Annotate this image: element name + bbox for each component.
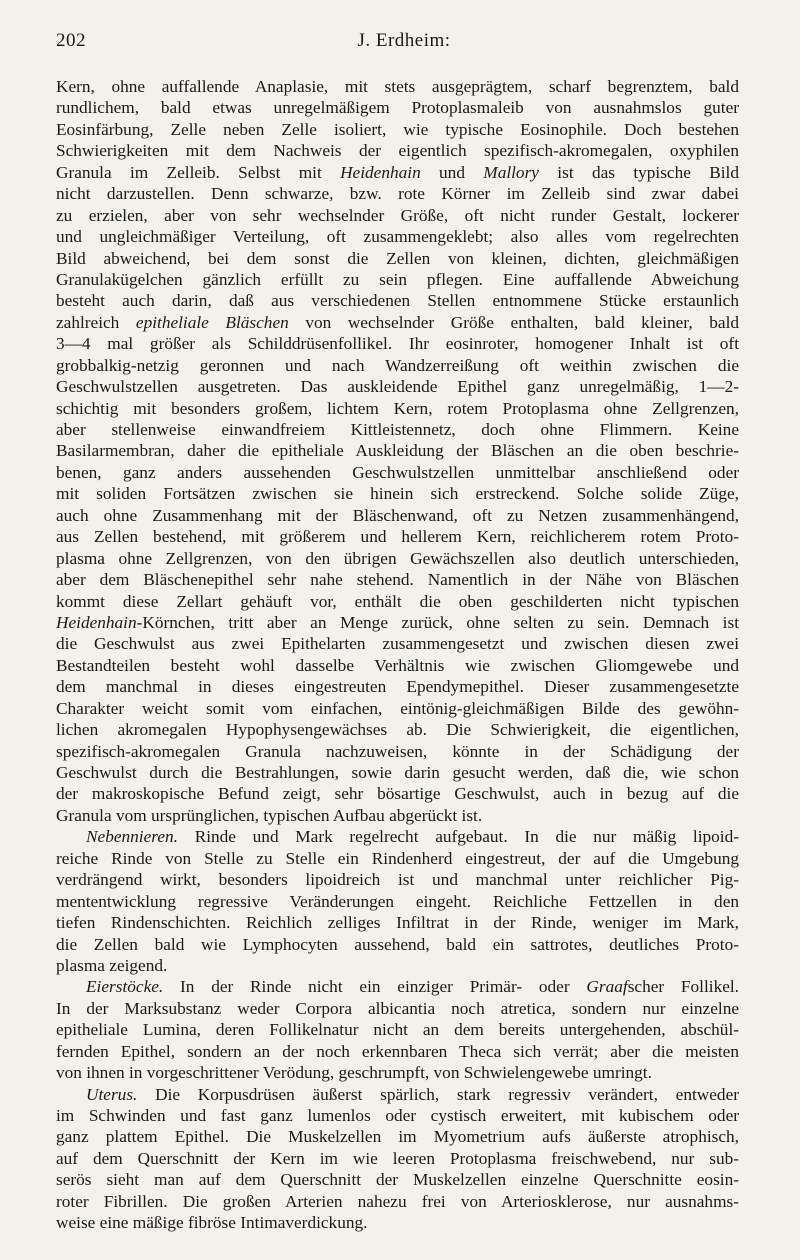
text-run: spezifisch-akromegalen Granula nachzuweisen, könnte in der Schädigung der <box>56 741 739 761</box>
text-line <box>56 1019 739 1040</box>
text-line <box>56 591 739 612</box>
text-run: benen, ganz anders aussehenden Geschwulstzellen unmittelbar anschließend oder <box>56 462 739 482</box>
text-run: die Zellen bald wie Lymphocyten aussehend, bald ein sattrotes, deutliches Proto- <box>56 934 739 954</box>
text-line <box>56 719 739 740</box>
text-line <box>56 355 739 376</box>
text-line <box>56 1084 739 1105</box>
text-line <box>56 398 739 419</box>
text-run: kommt diese Zellart gehäuft vor, enthält die oben geschilderten nicht typischen <box>56 591 739 611</box>
italic-text: Uterus. <box>86 1084 138 1104</box>
text-run: plasma zeigend. <box>56 955 168 975</box>
text-run: aber dem Bläschenepithel sehr nahe stehend. Namentlich in der Nähe von Bläschen <box>56 570 739 590</box>
text-line <box>56 826 739 847</box>
text-run: Bild abweichend, bei dem sonst die Zellen von kleinen, dichten, gleichmäßigen <box>56 248 739 268</box>
text-line <box>56 741 739 762</box>
text-line <box>56 1212 739 1233</box>
text-run: Basilarmembran, daher die epitheliale Auskleidung der Bläschen an die oben beschrie- <box>56 441 739 461</box>
text-line <box>56 419 739 440</box>
text-run: scher Follikel. <box>627 977 740 997</box>
text-run: verdrängend wirkt, besonders lipoidreich ist und manchmal unter reichlicher Pig- <box>56 870 739 890</box>
text-run: weise eine mäßige fibröse Intimaverdickung. <box>56 1213 368 1233</box>
text-run: epitheliale Lumina, deren Follikelnatur nicht an dem bereits untergehenden, abschül- <box>56 1020 739 1040</box>
italic-text: Heidenhain <box>56 612 137 632</box>
text-line <box>56 848 739 869</box>
text-run: Schwierigkeiten mit dem Nachweis der eigentlich spezifisch-akromegalen, oxyphilen <box>56 141 739 161</box>
text-run: von wechselnder Größe enthalten, bald kleiner, bald <box>288 312 740 332</box>
text-line <box>56 783 739 804</box>
italic-text: Mallory <box>483 162 539 182</box>
text-run: ganz plattem Epithel. Die Muskelzellen im Myometrium aufs äußerste atrophisch, <box>56 1127 739 1147</box>
text-line <box>56 569 739 590</box>
text-run: schichtig mit besonders großem, lichtem Kern, rotem Protoplasma ohne Zellgrenzen, <box>56 398 739 418</box>
text-line <box>56 655 739 676</box>
text-run: Eosinfärbung, Zelle neben Zelle isoliert, wie typische Eosinophile. Doch bestehen <box>56 119 739 139</box>
text-run: Kern, ohne auffallende Anaplasie, mit stets ausgeprägtem, scharf begrenztem, bald <box>56 77 739 96</box>
text-line <box>56 698 739 719</box>
text-line <box>56 526 739 547</box>
text-run: auch ohne Zusammenhang mit der Bläschenwand, oft zu Netzen zusammenhängend, <box>56 505 739 525</box>
text-line <box>56 376 739 397</box>
text-line <box>56 548 739 569</box>
text-run: zahlreich <box>56 312 136 332</box>
text-run: auf dem Querschnitt der Kern im wie leeren Protoplasma freischwebend, nur sub- <box>56 1148 739 1168</box>
text-run: mit soliden Fortsätzen zwischen sie hinein sich erstreckend. Solche solide Züge, <box>56 484 739 504</box>
text-line <box>56 762 739 783</box>
text-run: nicht darzustellen. Denn schwarze, bzw. rote Körner im Zelleib sind zwar dabei <box>56 184 739 204</box>
text-line <box>56 612 739 633</box>
text-line <box>56 483 739 504</box>
text-run: und <box>420 162 484 182</box>
text-run: lichen akromegalen Hypophysengewächses ab. Die Schwierigkeit, die eigentlichen, <box>56 720 739 740</box>
text-line <box>56 312 739 333</box>
text-run: Geschwulstzellen ausgetreten. Das auskleidende Epithel ganz unregelmäßig, 1—2- <box>56 377 739 397</box>
text-run: rundlichem, bald etwas unregelmäßigem Protoplasmaleib von ausnahmslos guter <box>56 98 739 118</box>
text-line <box>56 976 739 997</box>
text-line <box>56 633 739 654</box>
text-line <box>56 205 739 226</box>
text-line <box>56 1169 739 1190</box>
text-run: im Schwinden und fast ganz lumenlos oder cystisch erweitert, mit kubischem oder <box>56 1106 739 1125</box>
text-run: serös sieht man auf dem Querschnitt der Muskelzellen einzelne Querschnitte eosin- <box>56 1170 739 1190</box>
text-run: Granula vom ursprünglichen, typischen Aufbau abgerückt ist. <box>56 805 483 825</box>
text-run: 3—4 mal größer als Schilddrüsenfollikel. Ihr eosinroter, homogener Inhalt ist oft <box>56 334 739 354</box>
text-run: Granula im Zelleib. Selbst mit <box>56 162 341 182</box>
running-title: J. Erdheim: <box>357 30 451 51</box>
text-run: Charakter weicht somit vom einfachen, eintönig-gleichmäßigen Bilde des gewöhn- <box>56 698 739 718</box>
text-run: plasma ohne Zellgrenzen, von den übrigen Gewächszellen also deutlich unterschieden, <box>56 548 739 568</box>
italic-text: Heidenhain <box>340 162 421 182</box>
text-run: tiefen Rindenschichten. Reichlich zelliges Infiltrat in der Rinde, weniger im Mark, <box>56 913 739 933</box>
text-line <box>56 891 739 912</box>
text-line <box>56 676 739 697</box>
text-run: -Körnchen, tritt aber an Menge zurück, ohne selten zu sein. Demnach ist <box>136 612 739 632</box>
text-run: Granulakügelchen gänzlich erfüllt zu sein pflegen. Eine auffallende Abweichung <box>56 269 739 289</box>
text-line <box>56 1105 739 1126</box>
text-run: besteht auch darin, daß aus verschiedenen Stellen entnommene Stücke erstaunlich <box>56 291 739 311</box>
page-number: 202 <box>56 30 86 51</box>
text-run: grobbalkig-netzig geronnen und nach Wandzerreißung oft weithin zwischen die <box>56 355 739 375</box>
text-line <box>56 869 739 890</box>
text-run: fernden Epithel, sondern an der noch erkennbaren Theca sich verrät; aber die meisten <box>56 1041 739 1061</box>
text-run: und ungleichmäßiger Verteilung, oft zusammengeklebt; also alles vom regelrechten <box>56 227 739 247</box>
text-run: aus Zellen bestehend, mit größerem und hellerem Kern, reichlicherem rotem Proto- <box>56 527 739 547</box>
text-line <box>56 934 739 955</box>
text-line <box>56 76 739 97</box>
text-run: die Geschwulst aus zwei Epithelarten zusammengesetzt und zwischen diesen zwei <box>56 634 739 654</box>
text-line <box>56 1041 739 1062</box>
text-line <box>56 912 739 933</box>
text-line <box>56 269 739 290</box>
text-line <box>56 97 739 118</box>
text-line <box>56 119 739 140</box>
italic-text: Graaf <box>586 977 628 997</box>
text-run: von ihnen in vorgeschrittener Verödung, geschrumpft, von Schwielengewebe umringt. <box>56 1063 652 1083</box>
italic-text: Eierstöcke. <box>86 977 164 997</box>
text-line <box>56 805 739 826</box>
text-line <box>56 162 739 183</box>
text-line <box>56 1062 739 1083</box>
text-line <box>56 505 739 526</box>
text-line <box>56 248 739 269</box>
text-run: ist das typische Bild <box>538 162 740 182</box>
text-run: roter Fibrillen. Die großen Arterien nahezu frei von Arteriosklerose, nur ausnahms- <box>56 1191 739 1211</box>
text-line <box>56 333 739 354</box>
text-run: Geschwulst durch die Bestrahlungen, sowie darin gesucht werden, daß die, wie schon <box>56 763 739 782</box>
text-line <box>56 140 739 161</box>
running-header <box>56 30 752 58</box>
text-run: mententwicklung regressive Veränderungen eingeht. Reichliche Fettzellen in den <box>56 891 739 911</box>
body-text <box>56 76 739 1234</box>
text-run: Die Korpusdrüsen äußerst spärlich, stark regressiv verändert, entweder <box>137 1084 739 1104</box>
text-line <box>56 1126 739 1147</box>
text-line <box>56 440 739 461</box>
text-line <box>56 1191 739 1212</box>
text-run: aber stellenweise einwandfreiem Kittleistennetz, doch ohne Flimmern. Keine <box>56 420 739 439</box>
text-run: In der Rinde nicht ein einziger Primär- oder <box>163 977 587 997</box>
text-line <box>56 462 739 483</box>
text-run: dem manchmal in dieses eingestreuten Ependymepithel. Dieser zusammengesetzte <box>56 677 739 697</box>
text-line <box>56 226 739 247</box>
italic-text: Nebennieren. <box>86 827 178 847</box>
text-line <box>56 290 739 311</box>
text-run: Bestandteilen besteht wohl dasselbe Verhältnis wie zwischen Gliomgewebe und <box>56 655 739 675</box>
text-run: der makroskopische Befund zeigt, sehr bösartige Geschwulst, auch in bezug auf die <box>56 784 739 804</box>
text-line <box>56 998 739 1019</box>
text-line <box>56 955 739 976</box>
text-run: Rinde und Mark regelrecht aufgebaut. In die nur mäßig lipoid- <box>177 827 739 847</box>
text-line <box>56 183 739 204</box>
text-run: reiche Rinde von Stelle zu Stelle ein Rindenherd eingestreut, der auf die Umgebung <box>56 848 739 868</box>
text-run: zu erzielen, aber von sehr wechselnder Größe, oft nicht runder Gestalt, lockerer <box>56 205 739 225</box>
text-run: In der Marksubstanz weder Corpora albicantia noch atretica, sondern nur einzelne <box>56 998 739 1018</box>
italic-text: epitheliale Bläschen <box>135 312 289 332</box>
text-line <box>56 1148 739 1169</box>
